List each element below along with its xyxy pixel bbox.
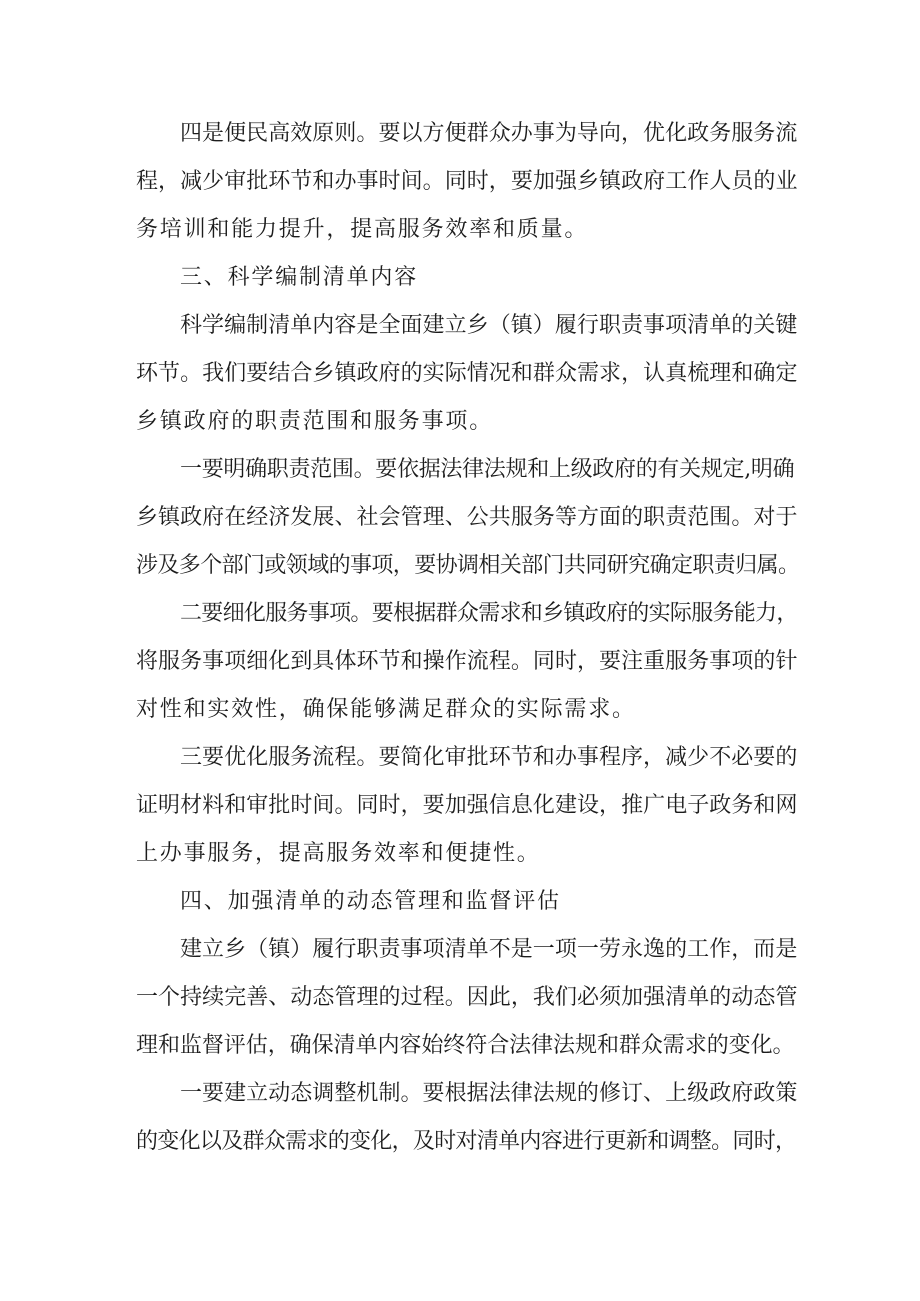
paragraph-principle-4-line-3: 务培训和能力提升，提高服务效率和质量。 [136,217,589,242]
paragraph-define-scope-line-3: 涉及多个部门或领域的事项，要协调相关部门共同研究确定职责归属。 [136,553,800,578]
paragraph-section4-intro-line-1: 建立乡（镇）履行职责事项清单不是一项一劳永逸的工作，而是 [180,937,798,962]
paragraph-refine-items-line-1: 二要细化服务事项。要根据群众需求和乡镇政府的实际服务能力， [180,601,798,626]
paragraph-define-scope-line-2: 乡镇政府在经济发展、社会管理、公共服务等方面的职责范围。对于 [136,505,798,530]
section-heading-4: 四、加强清单的动态管理和监督评估 [180,889,561,914]
paragraph-section4-intro-line-3: 理和监督评估，确保清单内容始终符合法律法规和群众需求的变化。 [136,1033,795,1058]
paragraph-section3-intro-line-3: 乡镇政府的职责范围和服务事项。 [136,409,494,434]
paragraph-section4-intro-line-2: 一个持续完善、动态管理的过程。因此，我们必须加强清单的动态管 [136,985,798,1010]
paragraph-section3-intro-line-2: 环节。我们要结合乡镇政府的实际情况和群众需求，认真梳理和确定 [136,361,798,386]
section-heading-3: 三、科学编制清单内容 [180,265,419,290]
paragraph-dynamic-adjust-line-1: 一要建立动态调整机制。要根据法律法规的修订、上级政府政策 [180,1081,798,1106]
paragraph-principle-4-line-1: 四是便民高效原则。要以方便群众办事为导向，优化政务服务流 [180,121,798,146]
paragraph-optimize-process-line-1: 三要优化服务流程。要简化审批环节和办事程序，减少不必要的 [180,745,798,770]
paragraph-refine-items-line-2: 将服务事项细化到具体环节和操作流程。同时，要注重服务事项的针 [136,649,798,674]
paragraph-principle-4-line-2: 程，减少审批环节和办事时间。同时，要加强乡镇政府工作人员的业 [136,169,798,194]
paragraph-optimize-process-line-2: 证明材料和审批时间。同时，要加强信息化建设，推广电子政务和网 [136,793,798,818]
paragraph-define-scope-line-1: 一要明确职责范围。要依据法律法规和上级政府的有关规定,明确 [180,457,795,482]
paragraph-section3-intro-line-1: 科学编制清单内容是全面建立乡（镇）履行职责事项清单的关键 [180,313,798,338]
paragraph-optimize-process-line-3: 上办事服务，提高服务效率和便捷性。 [136,841,541,866]
paragraph-dynamic-adjust-line-2: 的变化以及群众需求的变化，及时对清单内容进行更新和调整。同时， [136,1129,797,1154]
paragraph-refine-items-line-3: 对性和实效性，确保能够满足群众的实际需求。 [136,697,636,722]
